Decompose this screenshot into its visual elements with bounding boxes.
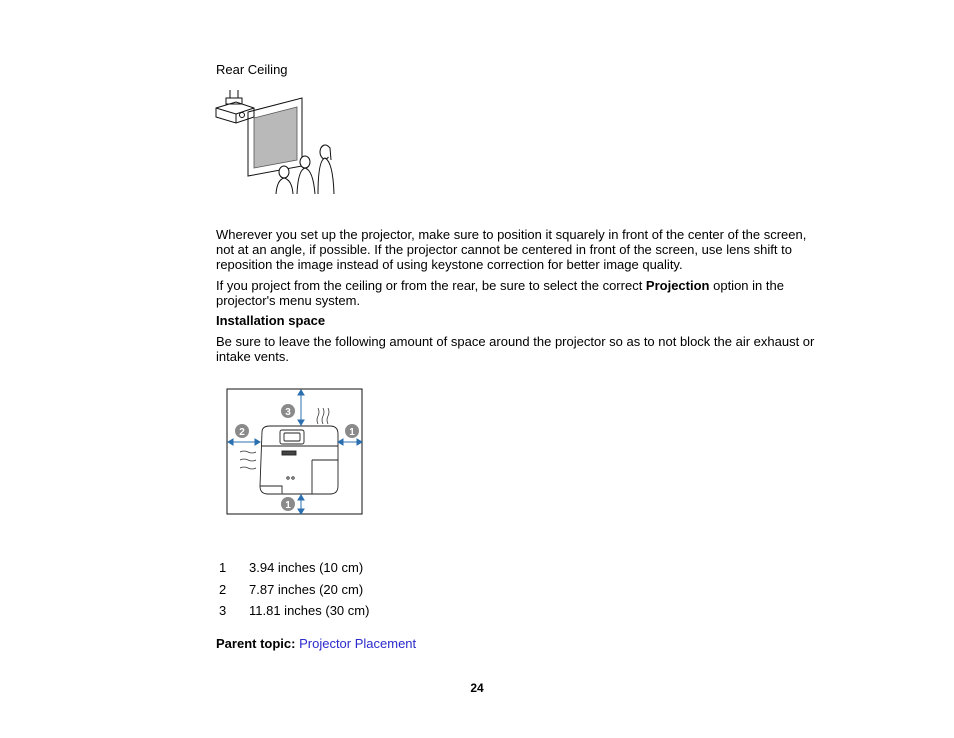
table-row-value: 7.87 inches (20 cm) <box>249 582 364 597</box>
callout-2: 2 <box>239 427 245 438</box>
rear-ceiling-illustration <box>214 90 338 198</box>
callout-1-bottom: 1 <box>285 500 291 511</box>
table-row-num: 1 <box>219 560 227 575</box>
installation-paragraph: Be sure to leave the following amount of space around the projector so as to not block the air exhaust or intake vents. <box>216 334 815 364</box>
table-row-value: 3.94 inches (10 cm) <box>249 560 364 575</box>
placement-paragraph: Wherever you set up the projector, make sure to position it squarely in front of the center of the screen, not at an angle, if possible. If the projector cannot be centered in front of the screen, use lens shift to reposition the image instead of using keystone correction for better image quality. <box>216 227 807 272</box>
callout-3: 3 <box>285 407 291 418</box>
section-label: Rear Ceiling <box>216 62 288 77</box>
projection-text-after: option in the projector's menu system. <box>216 278 784 308</box>
table-row-num: 2 <box>219 582 227 597</box>
parent-topic-link[interactable]: Projector Placement <box>299 636 417 651</box>
parent-topic-label: Parent topic: <box>216 636 296 651</box>
table-row-value: 11.81 inches (30 cm) <box>249 603 370 618</box>
installation-heading: Installation space <box>216 313 326 328</box>
screen-surface <box>254 107 297 168</box>
projection-text-before: If you project from the ceiling or from the rear, be sure to select the correct <box>216 278 646 293</box>
callout-1-right: 1 <box>349 427 355 438</box>
projection-bold-term: Projection <box>645 278 710 293</box>
projection-paragraph <box>216 278 826 308</box>
page-number: 24 <box>470 681 484 695</box>
table-row-num: 3 <box>219 603 227 618</box>
parent-topic <box>216 636 416 651</box>
clearance-diagram <box>226 388 364 516</box>
